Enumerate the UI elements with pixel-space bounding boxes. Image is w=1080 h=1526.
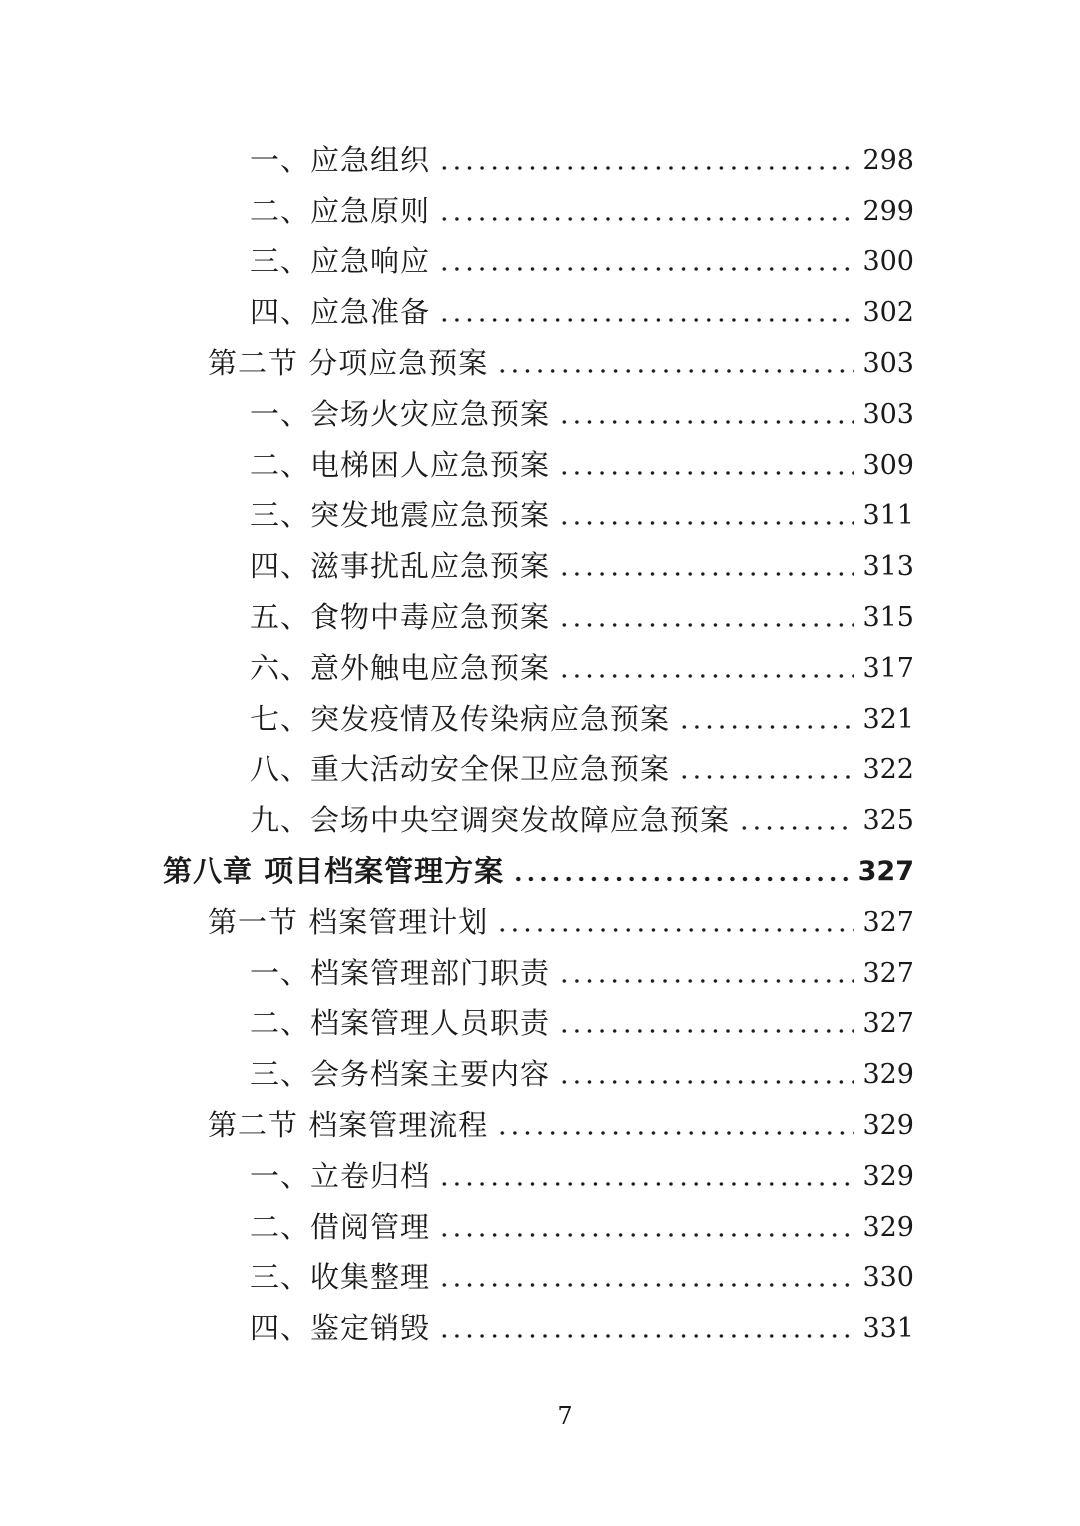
toc-entry[interactable] xyxy=(0,948,1080,999)
toc-entry-title: 五、食物中毒应急预案 xyxy=(250,600,551,635)
toc-entry-page: 299 xyxy=(862,195,914,227)
toc-entry-title: 三、应急响应 xyxy=(250,244,431,279)
dot-leader xyxy=(558,552,854,581)
dot-leader xyxy=(438,298,854,327)
toc-entry-page: 327 xyxy=(862,1008,914,1040)
dot-leader xyxy=(438,1213,854,1242)
toc-entry-page: 327 xyxy=(857,856,914,888)
toc-entry[interactable] xyxy=(0,643,1080,694)
dot-leader xyxy=(558,501,854,530)
toc-entry[interactable] xyxy=(0,440,1080,491)
toc-entry-title: 一、会场火灾应急预案 xyxy=(250,396,551,431)
toc-entry[interactable] xyxy=(0,1151,1080,1202)
toc-entry-page: 298 xyxy=(862,144,914,176)
toc-entry[interactable] xyxy=(0,795,1080,846)
toc-entry-page: 329 xyxy=(862,1211,914,1243)
toc-entry[interactable] xyxy=(0,694,1080,745)
dot-leader xyxy=(512,857,850,886)
toc-entry[interactable] xyxy=(0,1049,1080,1100)
toc-entry-title: 第八章 项目档案管理方案 xyxy=(163,854,505,889)
toc-entry-page: 309 xyxy=(862,449,914,481)
dot-leader xyxy=(558,1009,854,1038)
toc-entry-page: 327 xyxy=(862,957,914,989)
toc-entry-title: 四、鉴定销毁 xyxy=(250,1311,431,1346)
toc-entry-title: 二、借阅管理 xyxy=(250,1209,431,1244)
toc-entry-title: 六、意外触电应急预案 xyxy=(250,650,551,685)
dot-leader xyxy=(558,654,854,683)
toc-entry[interactable] xyxy=(0,1303,1080,1354)
toc-entry-page: 329 xyxy=(862,1110,914,1142)
toc-entry-title: 三、会务档案主要内容 xyxy=(250,1057,551,1092)
toc-entry-title: 第二节 档案管理流程 xyxy=(208,1108,489,1143)
dot-leader xyxy=(738,806,854,835)
toc-entry-title: 二、电梯困人应急预案 xyxy=(250,447,551,482)
dot-leader xyxy=(438,1314,854,1343)
dot-leader xyxy=(558,603,854,632)
toc-entry-title: 二、应急原则 xyxy=(250,193,431,228)
toc-entry-title: 三、突发地震应急预案 xyxy=(250,498,551,533)
toc-entry-page: 303 xyxy=(862,398,914,430)
toc-entry-page: 302 xyxy=(862,297,914,329)
dot-leader xyxy=(678,755,854,784)
toc-entry-page: 300 xyxy=(862,246,914,278)
toc-entry-title: 三、收集整理 xyxy=(250,1260,431,1295)
toc-entry-title: 第一节 档案管理计划 xyxy=(208,904,489,939)
dot-leader xyxy=(558,959,854,988)
table-of-contents xyxy=(0,135,1080,1354)
dot-leader xyxy=(438,247,854,276)
toc-entry-title: 四、滋事扰乱应急预案 xyxy=(250,549,551,584)
toc-entry-page: 329 xyxy=(862,1160,914,1192)
toc-entry[interactable] xyxy=(0,287,1080,338)
dot-leader xyxy=(496,908,854,937)
page-number: 7 xyxy=(557,1402,573,1430)
toc-entry-page: 322 xyxy=(862,754,914,786)
toc-entry-title: 八、重大活动安全保卫应急预案 xyxy=(250,752,671,787)
dot-leader xyxy=(438,197,854,226)
toc-entry[interactable] xyxy=(0,999,1080,1050)
toc-section-entry[interactable] xyxy=(0,897,1080,948)
dot-leader xyxy=(678,705,854,734)
dot-leader xyxy=(438,146,854,175)
toc-entry-title: 九、会场中央空调突发故障应急预案 xyxy=(250,803,731,838)
toc-entry[interactable] xyxy=(0,1202,1080,1253)
toc-entry-page: 321 xyxy=(862,703,914,735)
toc-entry-title: 七、突发疫情及传染病应急预案 xyxy=(250,701,671,736)
toc-entry[interactable] xyxy=(0,745,1080,796)
dot-leader xyxy=(558,1060,854,1089)
toc-entry[interactable] xyxy=(0,541,1080,592)
toc-chapter-entry[interactable] xyxy=(0,846,1080,897)
toc-entry[interactable] xyxy=(0,1253,1080,1304)
dot-leader xyxy=(438,1263,854,1292)
toc-section-entry[interactable] xyxy=(0,338,1080,389)
dot-leader xyxy=(558,451,854,480)
toc-entry-title: 一、应急组织 xyxy=(250,142,431,177)
toc-entry[interactable] xyxy=(0,592,1080,643)
toc-entry-title: 一、档案管理部门职责 xyxy=(250,955,551,990)
toc-section-entry[interactable] xyxy=(0,1100,1080,1151)
dot-leader xyxy=(438,1162,854,1191)
toc-entry[interactable] xyxy=(0,237,1080,288)
toc-entry-page: 313 xyxy=(862,551,914,583)
toc-entry-page: 315 xyxy=(862,602,914,634)
toc-entry-page: 303 xyxy=(862,348,914,380)
toc-entry-page: 331 xyxy=(862,1313,914,1345)
toc-entry[interactable] xyxy=(0,491,1080,542)
dot-leader xyxy=(558,400,854,429)
toc-entry-title: 第二节 分项应急预案 xyxy=(208,346,489,381)
toc-entry-page: 311 xyxy=(862,500,914,532)
toc-entry-page: 327 xyxy=(862,906,914,938)
toc-entry[interactable] xyxy=(0,186,1080,237)
toc-entry-page: 317 xyxy=(862,652,914,684)
dot-leader xyxy=(496,1111,854,1140)
toc-entry-page: 325 xyxy=(862,805,914,837)
toc-entry-title: 一、立卷归档 xyxy=(250,1158,431,1193)
toc-entry-page: 329 xyxy=(862,1059,914,1091)
toc-entry[interactable] xyxy=(0,389,1080,440)
toc-entry-page: 330 xyxy=(862,1262,914,1294)
toc-entry-title: 四、应急准备 xyxy=(250,295,431,330)
toc-entry[interactable] xyxy=(0,135,1080,186)
dot-leader xyxy=(496,349,854,378)
toc-entry-title: 二、档案管理人员职责 xyxy=(250,1006,551,1041)
